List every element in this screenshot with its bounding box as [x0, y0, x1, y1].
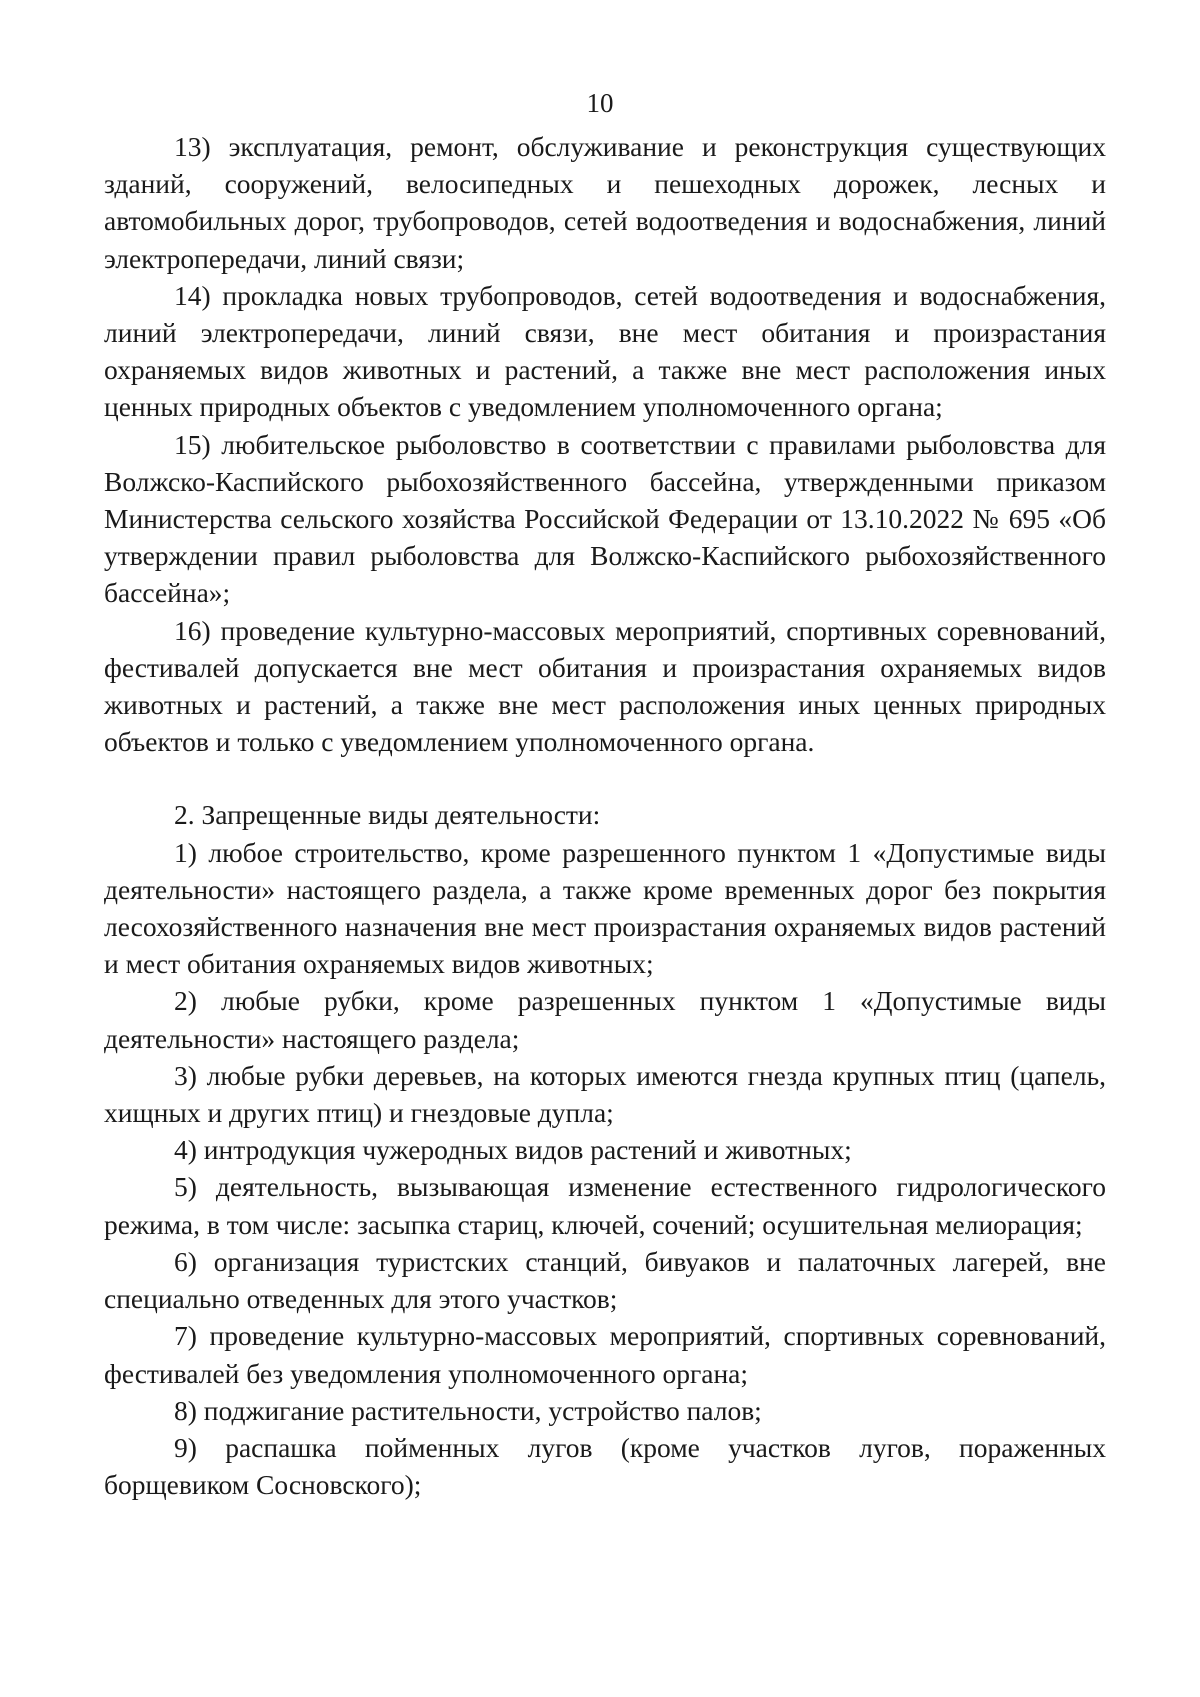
prohibited-item-5: 5) деятельность, вызывающая изменение естественного гидрологического режима, в том числе: засыпка стариц, ключей, сочений; осушительная мелиорация; [104, 1171, 1106, 1240]
prohibited-item-8: 8) поджигание растительности, устройство палов; [174, 1394, 762, 1426]
paragraph-13: 13) эксплуатация, ремонт, обслуживание и реконструкция существующих зданий, сооружений, велосипедных и пешеходных дорожек, лесных и автомобильных дорог, трубопроводов, сетей водоотведения и водоснабжения, линий электропередачи, линий связи; [104, 131, 1106, 274]
prohibited-item-2: 2) любые рубки, кроме разрешенных пунктом 1 «Допустимые виды деятельности» настоящего раздела; [104, 985, 1106, 1054]
paragraph-15: 15) любительское рыболовство в соответствии с правилами рыболовства для Волжско-Каспийского рыбохозяйственного бассейна, утвержденными приказом Министерства сельского хозяйства Российской Федерации от 13.10.2022 № 695 «Об утверждении правил рыболовства для Волжско-Каспийского рыбохозяйственного бассейна»; [104, 428, 1106, 609]
paragraph-16: 16) проведение культурно-массовых мероприятий, спортивных соревнований, фестивалей допускается вне мест обитания и произрастания охраняемых видов животных и растений, а также вне мест расположения иных ценных природных объектов и только с уведомлением уполномоченного органа. [104, 614, 1106, 758]
prohibited-item-6: 6) организация туристских станций, бивуаков и палаточных лагерей, вне специально отведенных для этого участков; [104, 1245, 1106, 1315]
prohibited-item-7: 7) проведение культурно-массовых мероприятий, спортивных соревнований, фестивалей без уведомления уполномоченного органа; [104, 1320, 1106, 1389]
prohibited-item-1: 1) любое строительство, кроме разрешенного пунктом 1 «Допустимые виды деятельности» настоящего раздела, а также кроме временных дорог без покрытия лесохозяйственного назначения вне мест произрастания охраняемых видов растений и мест обитания охраняемых видов животных; [104, 836, 1106, 980]
prohibited-item-4: 4) интродукция чужеродных видов растений и животных; [174, 1134, 852, 1166]
paragraph-14: 14) прокладка новых трубопроводов, сетей водоотведения и водоснабжения, линий электропередачи, линий связи, вне мест обитания и произрастания охраняемых видов животных и растений, а также вне мест расположения иных ценных природных объектов с уведомлением уполномоченного органа; [104, 279, 1106, 423]
page-number: 10 [586, 88, 614, 118]
prohibited-item-9: 9) распашка пойменных лугов (кроме участков лугов, пораженных борщевиком Сосновского); [104, 1431, 1106, 1501]
section-heading-prohibited: 2. Запрещенные виды деятельности: [174, 799, 601, 831]
document-body [104, 128, 1106, 1503]
prohibited-item-3: 3) любые рубки деревьев, на которых имеются гнезда крупных птиц (цапель, хищных и других птиц) и гнездовые дупла; [104, 1059, 1106, 1129]
